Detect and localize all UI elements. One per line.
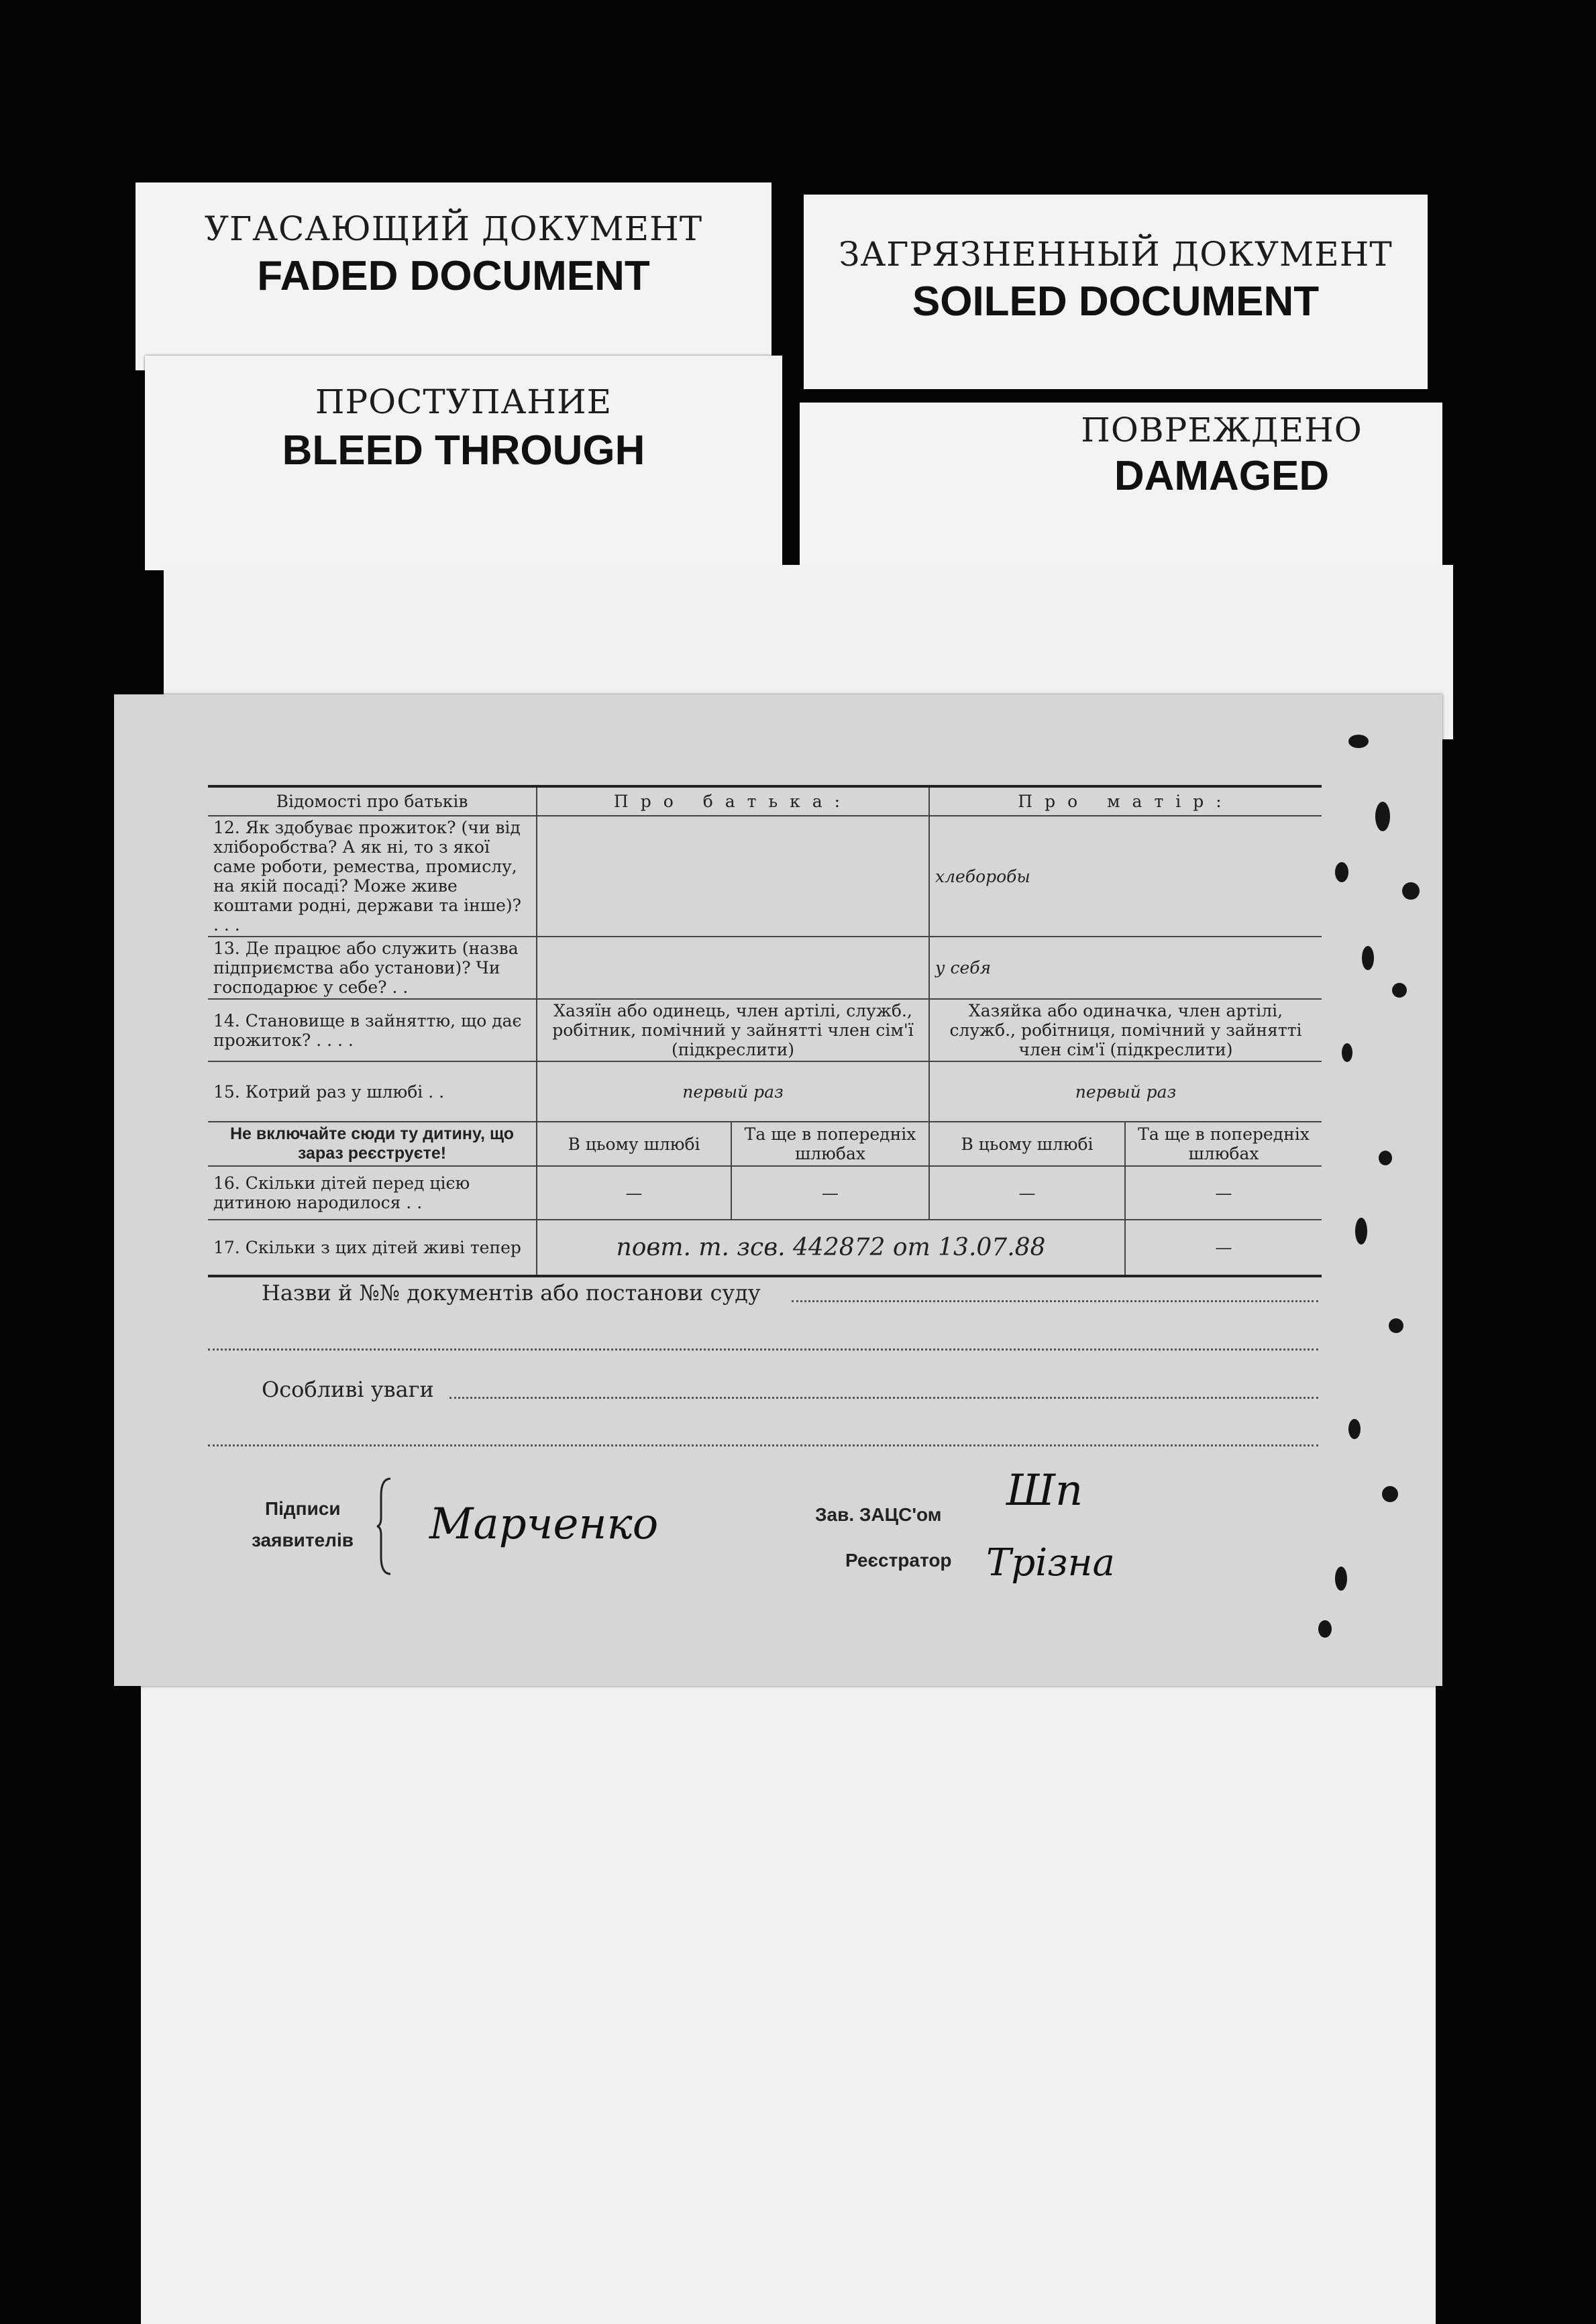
q15-father: первый раз — [537, 1061, 929, 1122]
bleed-notice-ru: ПРОСТУПАНИЕ — [315, 382, 613, 421]
blank-sheet-lower — [141, 1664, 1436, 2324]
applicants-signature-label-1: Підписи — [265, 1498, 341, 1519]
registration-form — [114, 694, 1442, 1686]
documents-line-2 — [208, 1349, 1318, 1351]
faded-notice-card — [136, 182, 772, 370]
soiled-notice-card — [804, 195, 1428, 389]
q16-label: 16. Скільки дітей перед цією дитиною народилося . . — [208, 1166, 537, 1220]
q12-mother: хлеборобы — [929, 816, 1322, 937]
damage-spot — [1375, 802, 1390, 831]
q12-father — [537, 816, 929, 937]
documents-label: Назви й №№ документів або постанови суду — [262, 1280, 761, 1306]
mother-previous: Та ще в попередніх шлюбах — [1125, 1122, 1322, 1166]
damage-spot — [1348, 735, 1369, 748]
damage-spot — [1392, 983, 1407, 998]
bleed-notice-card — [145, 356, 782, 570]
header-mother: Про матір: — [929, 786, 1322, 816]
q13-father — [537, 937, 929, 999]
registrar-signature: Трізна — [986, 1541, 1115, 1585]
head-of-registry-label: Зав. ЗАЦС'ом — [815, 1504, 942, 1525]
q17-mother-previous: — — [1125, 1220, 1322, 1276]
damaged-notice-card — [800, 403, 1442, 577]
head-of-registry-signature: Шп — [1006, 1466, 1083, 1516]
damage-spot — [1335, 862, 1348, 882]
header-parents-info: Відомості про батьків — [208, 786, 537, 816]
q14-mother: Хазяйка або одиначка, член артілі, служб., робітниця, помічний у зайнятті член сім'ї (підкреслити) — [929, 999, 1322, 1061]
registrar-label: Реєстратор — [845, 1550, 952, 1571]
q14-father: Хазяїн або одинець, член артілі, служб., робітник, помічний у зайнятті член сім'ї (підкреслити) — [537, 999, 929, 1061]
q17-annotation: повт. т. зсв. 442872 от 13.07.88 — [537, 1220, 1125, 1276]
damage-spot — [1382, 1486, 1398, 1502]
damage-spot — [1379, 1151, 1392, 1165]
faded-notice-en: FADED DOCUMENT — [257, 253, 650, 299]
remarks-line-2 — [208, 1444, 1318, 1446]
q14-label: 14. Становище в зайняттю, що дає прожиток? . . . . — [208, 999, 537, 1061]
soiled-notice-en: SOILED DOCUMENT — [912, 278, 1320, 325]
q13-label: 13. Де працює або служить (назва підприємства або установи)? Чи господарює у себе? . . — [208, 937, 537, 999]
q12-label: 12. Як здобуває прожиток? (чи від хліборобства? А як ні, то з якої саме роботи, ремества, промислу, на якій посаді? Може живе коштами родні, держави та інше)? . . . — [208, 816, 537, 937]
damage-spot — [1389, 1318, 1403, 1333]
signature-brace-icon — [376, 1476, 396, 1577]
q16-father-previous: — — [731, 1166, 929, 1220]
header-father: Про батька: — [537, 786, 929, 816]
applicants-signature-label-2: заявителів — [252, 1530, 354, 1550]
father-previous: Та ще в попередніх шлюбах — [731, 1122, 929, 1166]
damaged-notice-ru: ПОВРЕЖДЕНО — [1081, 411, 1363, 450]
damage-spot — [1348, 1419, 1361, 1439]
damage-spot — [1402, 882, 1420, 900]
applicant-signature: Марченко — [429, 1499, 659, 1549]
damaged-notice-en: DAMAGED — [1114, 453, 1330, 499]
remarks-line-1 — [449, 1397, 1318, 1399]
mother-this-marriage: В цьому шлюбі — [929, 1122, 1125, 1166]
q16-father-this: — — [537, 1166, 731, 1220]
remarks-label: Особливі уваги — [262, 1377, 434, 1402]
q16-mother-this: — — [929, 1166, 1125, 1220]
q16-mother-previous: — — [1125, 1166, 1322, 1220]
damage-spot — [1342, 1043, 1352, 1062]
q17-label: 17. Скільки з цих дітей живі тепер — [208, 1220, 537, 1276]
q13-mother: у себя — [929, 937, 1322, 999]
parents-info-table — [208, 785, 1322, 1277]
note-label: Не включайте сюди ту дитину, що зараз реєструєте! — [208, 1122, 537, 1166]
q15-label: 15. Котрий раз у шлюбі . . — [208, 1061, 537, 1122]
damage-spot — [1318, 1620, 1332, 1638]
soiled-notice-ru: ЗАГРЯЗНЕННЫЙ ДОКУМЕНТ — [839, 235, 1393, 274]
damage-spot — [1362, 946, 1374, 970]
documents-line-1 — [792, 1300, 1318, 1302]
father-this-marriage: В цьому шлюбі — [537, 1122, 731, 1166]
bleed-notice-en: BLEED THROUGH — [282, 427, 645, 474]
faded-notice-ru: УГАСАЮЩИЙ ДОКУМЕНТ — [204, 209, 703, 248]
damage-spot — [1335, 1567, 1347, 1591]
q15-mother: первый раз — [929, 1061, 1322, 1122]
damage-spot — [1355, 1218, 1367, 1245]
